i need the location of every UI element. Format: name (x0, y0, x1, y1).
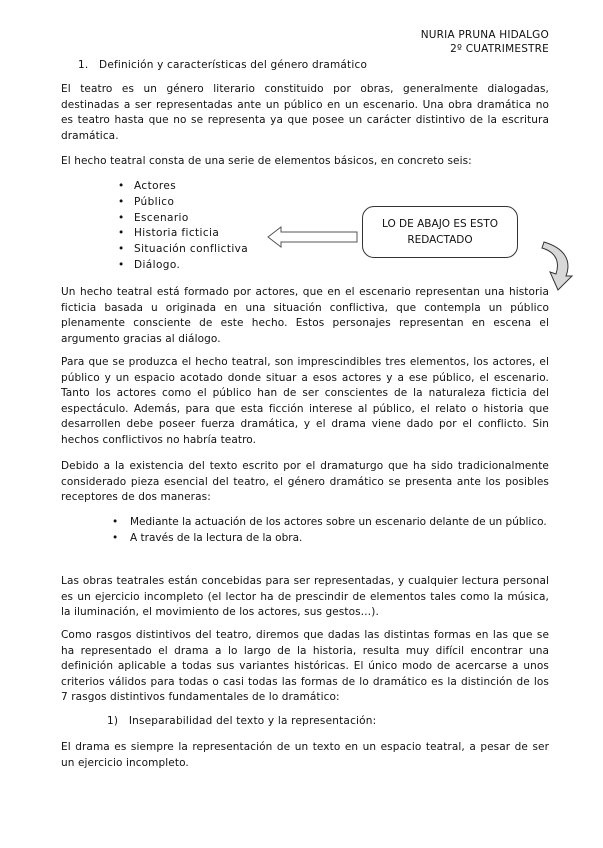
subsection-heading (107, 715, 376, 727)
list-item: • Situación conflictiva (118, 242, 248, 258)
page-header (421, 28, 549, 56)
list-item: • Escenario (118, 211, 248, 227)
paragraph-drama: El drama es siempre la representación de un texto en un espacio teatral, a pesar de ser un ejercicio incompleto. (61, 741, 549, 769)
list-item: • Mediante la actuación de los actores sobre un escenario delante de un público. (112, 515, 550, 531)
list-item: • Público (118, 195, 248, 211)
section-title: Definición y características del género dramático (99, 59, 368, 71)
list-item: • A través de la lectura de la obra. (112, 531, 550, 547)
left-arrow-icon (267, 226, 359, 248)
note-callout (362, 206, 518, 258)
subsection-title: Inseparabilidad del texto y la representación: (128, 715, 377, 727)
subsection-number: 1) (107, 715, 119, 727)
callout-text: LO DE ABAJO ES ESTO REDACTADO (381, 218, 499, 246)
ways-list (112, 515, 550, 546)
author-name: NURIA PRUNA HIDALGO (420, 29, 549, 41)
paragraph-elementos: Para que se produzca el hecho teatral, son imprescindibles tres elementos, los actores, el público y un espacio acotado donde situar a esos actores y a ese público, el escenario. Tanto los actores como el público han de ser conscientes de la naturaleza ficticia del espectáculo. Además, para que esta ficción interese al público, el relato o historia que desarrollen debe poseer fuerza dramática, y el drama viene dado por el conflicto. Sin hechos conflictivos no habría teatro. (61, 356, 549, 446)
list-item: • Diálogo. (118, 258, 248, 274)
paragraph-definition: El teatro es un género literario constituido por obras, generalmente dialogadas, destinadas a ser representadas ante un público en un escenario. Una obra dramática no es teatro hasta que no se representa ya que posee un carácter distintivo de la escritura dramática. (61, 83, 549, 142)
list-item: • Historia ficticia (118, 226, 248, 242)
paragraph-texto-escrito: Debido a la existencia del texto escrito por el dramaturgo que ha sido tradicionalmente considerado pieza esencial del teatro, el género dramático se presenta ante los posibles receptores de dos maneras: (61, 460, 549, 504)
section-heading (78, 59, 367, 71)
paragraph-obras-teatrales: Las obras teatrales están concebidas para ser representadas, y cualquier lectura personal es un ejercicio incompleto (el lector ha de prescindir de elementos tales como la música, la iluminación, el movimiento de los actores, sus gestos…). (61, 575, 549, 619)
paragraph-elements-intro: El hecho teatral consta de una serie de elementos básicos, en concreto seis: (61, 155, 472, 167)
paragraph-rasgos: Como rasgos distintivos del teatro, diremos que dadas las distintas formas en las que se ha representado el drama a lo largo de la historia, resulta muy difícil encontrar una definición aplicable a todas sus variantes históricas. El único modo de acercarse a unos criterios válidos para todas o casi todas las formas de lo dramático es la distinción de los 7 rasgos distintivos fundamentales de lo dramático: (61, 629, 549, 704)
term-label: 2º CUATRIMESTRE (450, 43, 549, 55)
list-item: • Actores (118, 179, 248, 195)
section-number: 1. (78, 59, 89, 71)
paragraph-hecho-teatral: Un hecho teatral está formado por actores, que en el escenario representan una historia ficticia basada u originada en una situación conflictiva, que contempla un público plenamente consciente de este hecho. Estos personajes representan en escena el argumento gracias al diálogo. (61, 286, 549, 345)
elements-list (118, 179, 248, 274)
